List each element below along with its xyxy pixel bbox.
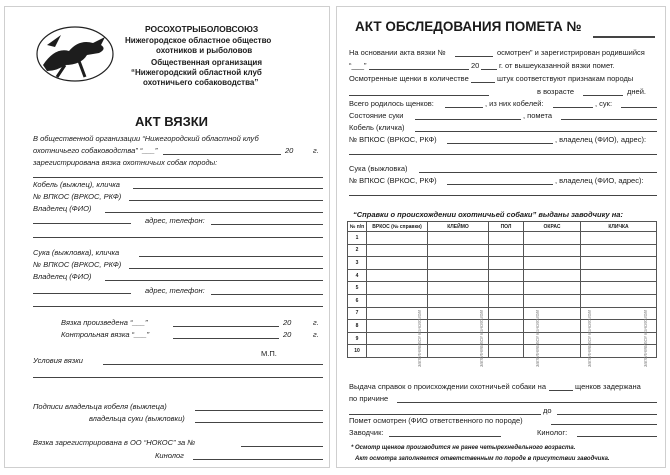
basis-line-2b: 20: [471, 61, 480, 70]
until-label: до: [543, 406, 552, 415]
male-label: Кобель (кличка): [349, 123, 405, 132]
female-label: Сука (выжловка): [349, 164, 408, 173]
registered-number-line[interactable]: [241, 446, 323, 447]
org-line-4: “Нижегородский областной клуб: [131, 68, 262, 77]
row-number: 8: [348, 320, 367, 333]
basis-line-2a: “___”: [349, 61, 367, 70]
org-line-3: Общественная организация: [151, 58, 263, 67]
table-cell[interactable]: [581, 244, 657, 257]
intro-line-1: В общественной организации “Нижегородский областной клуб: [33, 134, 259, 143]
row-number: 6: [348, 294, 367, 307]
table-cell[interactable]: [524, 244, 581, 257]
male-extra-line[interactable]: [33, 237, 323, 238]
female-vpkos-label: № ВПКОС (ВРКОС, РКФ): [33, 260, 122, 269]
table-cell[interactable]: [524, 294, 581, 307]
hunting-dog-logo: [35, 25, 115, 83]
certificates-heading: “Справки о происхождении охотничьей собаки” выданы заводчику на:: [353, 210, 623, 219]
table-cell[interactable]: [367, 294, 428, 307]
basis-line-1b: осмотрен” и зарегистрирован родившийся: [497, 48, 645, 57]
table-cell[interactable]: [581, 294, 657, 307]
female-owner-line-2[interactable]: [33, 293, 131, 294]
table-cell[interactable]: [581, 282, 657, 295]
control-date-line[interactable]: [173, 338, 279, 339]
male-owner-label: Владелец (ФИО): [33, 204, 92, 213]
table-row: [348, 345, 657, 358]
breed-line[interactable]: [33, 177, 323, 178]
org-line-2: охотников и рыболовов: [156, 46, 253, 55]
certificates-table: [347, 221, 657, 358]
row-number: 7: [348, 307, 367, 320]
date-line[interactable]: [163, 154, 281, 155]
table-cell[interactable]: [489, 244, 524, 257]
table-row: [348, 232, 657, 245]
table-cell[interactable]: [428, 282, 489, 295]
intro-line-2: охотничьего собаководства” “___”: [33, 146, 158, 155]
table-cell[interactable]: [367, 232, 428, 245]
row-number: 3: [348, 257, 367, 270]
stamp-place: М.П.: [261, 349, 277, 358]
born-count-line[interactable]: [445, 107, 483, 108]
table-cell[interactable]: [524, 307, 581, 320]
table-cell[interactable]: [489, 345, 524, 358]
male-owner-line[interactable]: [105, 212, 323, 213]
breeder-label: Заводчик:: [349, 428, 384, 437]
table-cell[interactable]: [581, 257, 657, 270]
table-cell[interactable]: [524, 320, 581, 333]
cynologist-label: Кинолог: [155, 451, 184, 460]
table-row: [348, 282, 657, 295]
cynologist-line[interactable]: [577, 436, 657, 437]
issue-line-a: Выдача справок о происхождении охотничьей собаки на: [349, 382, 546, 391]
female-state-line[interactable]: [415, 119, 521, 120]
female-name-line[interactable]: [419, 172, 657, 173]
female-owner-line[interactable]: [105, 280, 323, 281]
table-cell[interactable]: [581, 232, 657, 245]
mating-year-g: г.: [313, 318, 319, 327]
footnote-1: * Осмотр щенков производится не ранее четырехнедельного возраста.: [351, 445, 576, 451]
table-cell[interactable]: [367, 282, 428, 295]
watermark-3: заполняется кинологом: [535, 310, 541, 367]
female-vpkos-line[interactable]: [129, 268, 323, 269]
watermark-4: заполняется кинологом: [587, 310, 593, 367]
male-owner-line[interactable]: [349, 154, 657, 155]
bitches-count-line[interactable]: [621, 107, 657, 108]
age-line[interactable]: [583, 95, 623, 96]
bitches-label: , сук:: [595, 99, 613, 108]
table-cell[interactable]: [581, 269, 657, 282]
conditions-label: Условия вязки: [33, 356, 83, 365]
litter-label: , помета: [523, 111, 553, 120]
table-row: [348, 269, 657, 282]
female-vpkos-line[interactable]: [447, 184, 553, 185]
female-extra-line[interactable]: [33, 306, 323, 307]
basis-line-3b: штук соответствуют признакам породы: [497, 74, 634, 83]
female-owner-label: Владелец (ФИО): [33, 272, 92, 281]
issue-line-b: щенков задержана: [575, 382, 641, 391]
row-number: 10: [348, 345, 367, 358]
birth-year-line[interactable]: [481, 69, 497, 70]
col-brand-header: КЛЕЙМО: [428, 222, 489, 232]
watermark-2: заполняется кинологом: [479, 310, 485, 367]
col-certificate-header: ВРКОС (№ справки): [367, 222, 428, 232]
table-row: [348, 244, 657, 257]
males-label: , из них кобелей:: [485, 99, 544, 108]
year-20: 20: [285, 146, 294, 155]
control-mating-label: Контрольная вязка “___”: [61, 330, 150, 339]
footnote-2: Акт осмотра заполняется ответственным по породе в присутствии заводчика.: [355, 456, 610, 462]
signature-female-owner: владельца суки (выжловки): [89, 414, 185, 423]
control-year: 20: [283, 330, 292, 339]
org-name: РОСОХОТРЫБОЛОВСОЮЗ: [145, 24, 259, 34]
row-number: 9: [348, 332, 367, 345]
table-row: [348, 320, 657, 333]
table-row: [348, 294, 657, 307]
mating-act-page: [4, 6, 330, 468]
table-cell[interactable]: [489, 332, 524, 345]
male-vpkos-line[interactable]: [447, 143, 553, 144]
table-cell[interactable]: [489, 269, 524, 282]
female-owner-line[interactable]: [349, 195, 657, 196]
female-address-label: адрес, телефон:: [145, 286, 205, 295]
table-cell[interactable]: [489, 282, 524, 295]
males-count-line[interactable]: [553, 107, 593, 108]
female-name-line[interactable]: [139, 256, 323, 257]
basis-line-4b: дней.: [627, 87, 646, 96]
born-label: Всего родилось щенков:: [349, 99, 434, 108]
row-number: 5: [348, 282, 367, 295]
page-title: АКТ ВЯЗКИ: [135, 114, 209, 129]
conditions-line-2[interactable]: [33, 377, 323, 378]
table-cell[interactable]: [367, 257, 428, 270]
basis-line-1a: На основании акта вязки №: [349, 48, 446, 57]
table-cell[interactable]: [489, 257, 524, 270]
table-row: [348, 332, 657, 345]
litter-inspected-line[interactable]: [551, 424, 657, 425]
col-name-header: КЛИЧКА: [581, 222, 657, 232]
org-line-5: охотничьего собаководства”: [143, 78, 259, 87]
table-cell[interactable]: [428, 257, 489, 270]
col-sex-header: ПОЛ: [489, 222, 524, 232]
watermark-1: заполняется кинологом: [417, 310, 423, 367]
table-cell[interactable]: [524, 232, 581, 245]
table-cell[interactable]: [524, 332, 581, 345]
table-cell[interactable]: [428, 294, 489, 307]
male-vpkos-line[interactable]: [129, 200, 323, 201]
signature-female-line[interactable]: [195, 422, 323, 423]
table-cell[interactable]: [524, 257, 581, 270]
male-vpkos-label: № ВПКОС (ВРКОС, РКФ): [33, 192, 122, 201]
table-row: [348, 257, 657, 270]
male-name-line[interactable]: [415, 131, 657, 132]
cynologist-line[interactable]: [193, 459, 323, 460]
female-vpkos-label: № ВПКОС (ВРКОС, РКФ): [349, 176, 437, 185]
male-address-label: адрес, телефон:: [145, 216, 205, 225]
row-number: 2: [348, 244, 367, 257]
male-name-line[interactable]: [133, 188, 323, 189]
male-address-line[interactable]: [211, 224, 323, 225]
table-cell[interactable]: [367, 244, 428, 257]
basis-line-4a: в возрасте: [537, 87, 575, 96]
litter-inspection-page: [336, 6, 666, 468]
table-cell[interactable]: [489, 307, 524, 320]
reason-line[interactable]: [397, 402, 657, 403]
reason-label: по причине: [349, 394, 389, 403]
breeder-line[interactable]: [389, 436, 501, 437]
act-number-line[interactable]: [593, 36, 655, 38]
litter-state-line[interactable]: [561, 119, 657, 120]
basis-line-3a: Осмотренные щенки в количестве: [349, 74, 469, 83]
mating-done-label: Вязка произведена “___”: [61, 318, 148, 327]
col-number-header: № п/п: [348, 222, 367, 232]
delayed-count-line[interactable]: [549, 390, 573, 391]
until-line[interactable]: [557, 414, 657, 415]
intro-line-3: зарегистрирована вязка охотничьих собак породы:: [33, 158, 218, 167]
table-cell[interactable]: [524, 282, 581, 295]
col-color-header: ОКРАС: [524, 222, 581, 232]
table-cell[interactable]: [428, 232, 489, 245]
male-owner-line-2[interactable]: [33, 223, 131, 224]
table-cell[interactable]: [489, 294, 524, 307]
registered-label: Вязка зарегистрирована в ОО “НОКОС” за №: [33, 438, 196, 447]
org-line-1: Нижегородское областное общество: [125, 36, 272, 45]
mating-date-line[interactable]: [173, 326, 279, 327]
female-address-line[interactable]: [211, 294, 323, 295]
mating-year: 20: [283, 318, 292, 327]
female-state-label: Состояние суки: [349, 111, 404, 120]
male-label: Кобель (выжлец), кличка: [33, 180, 120, 189]
male-vpkos-label: № ВПКОС (ВРКОС, РКФ): [349, 135, 437, 144]
watermark-5: заполняется кинологом: [643, 310, 649, 367]
table-cell[interactable]: [367, 269, 428, 282]
table-cell[interactable]: [489, 320, 524, 333]
reason-line-2[interactable]: [349, 414, 541, 415]
table-cell[interactable]: [428, 269, 489, 282]
table-header-row: [348, 222, 657, 232]
control-year-g: г.: [313, 330, 319, 339]
table-row: [348, 307, 657, 320]
conditions-line[interactable]: [103, 364, 323, 365]
female-label: Сука (выжловка), кличка: [33, 248, 120, 257]
female-owner-label: , владелец (ФИО, адрес):: [555, 176, 644, 185]
puppies-count-line[interactable]: [471, 82, 495, 83]
birth-date-line[interactable]: [369, 69, 469, 70]
table-cell[interactable]: [524, 345, 581, 358]
basis-line-2c: г. от вышеуказанной вязки помет.: [499, 61, 615, 70]
signature-male-owner: Подписи владельца кобеля (выжлеца): [33, 402, 167, 411]
table-cell[interactable]: [524, 269, 581, 282]
row-number: 4: [348, 269, 367, 282]
signature-male-line[interactable]: [195, 410, 323, 411]
year-g: г.: [313, 146, 319, 155]
page-title: АКТ ОБСЛЕДОВАНИЯ ПОМЕТА №: [355, 19, 582, 34]
table-cell[interactable]: [489, 232, 524, 245]
litter-inspected-label: Помет осмотрен (ФИО ответственного по породе): [349, 416, 523, 425]
cynologist-label: Кинолог:: [537, 428, 568, 437]
male-owner-label: , владелец (ФИО), адрес):: [555, 135, 647, 144]
breed-line[interactable]: [349, 95, 489, 96]
row-number: 1: [348, 232, 367, 245]
table-cell[interactable]: [428, 244, 489, 257]
mating-act-number-line[interactable]: [455, 56, 493, 57]
